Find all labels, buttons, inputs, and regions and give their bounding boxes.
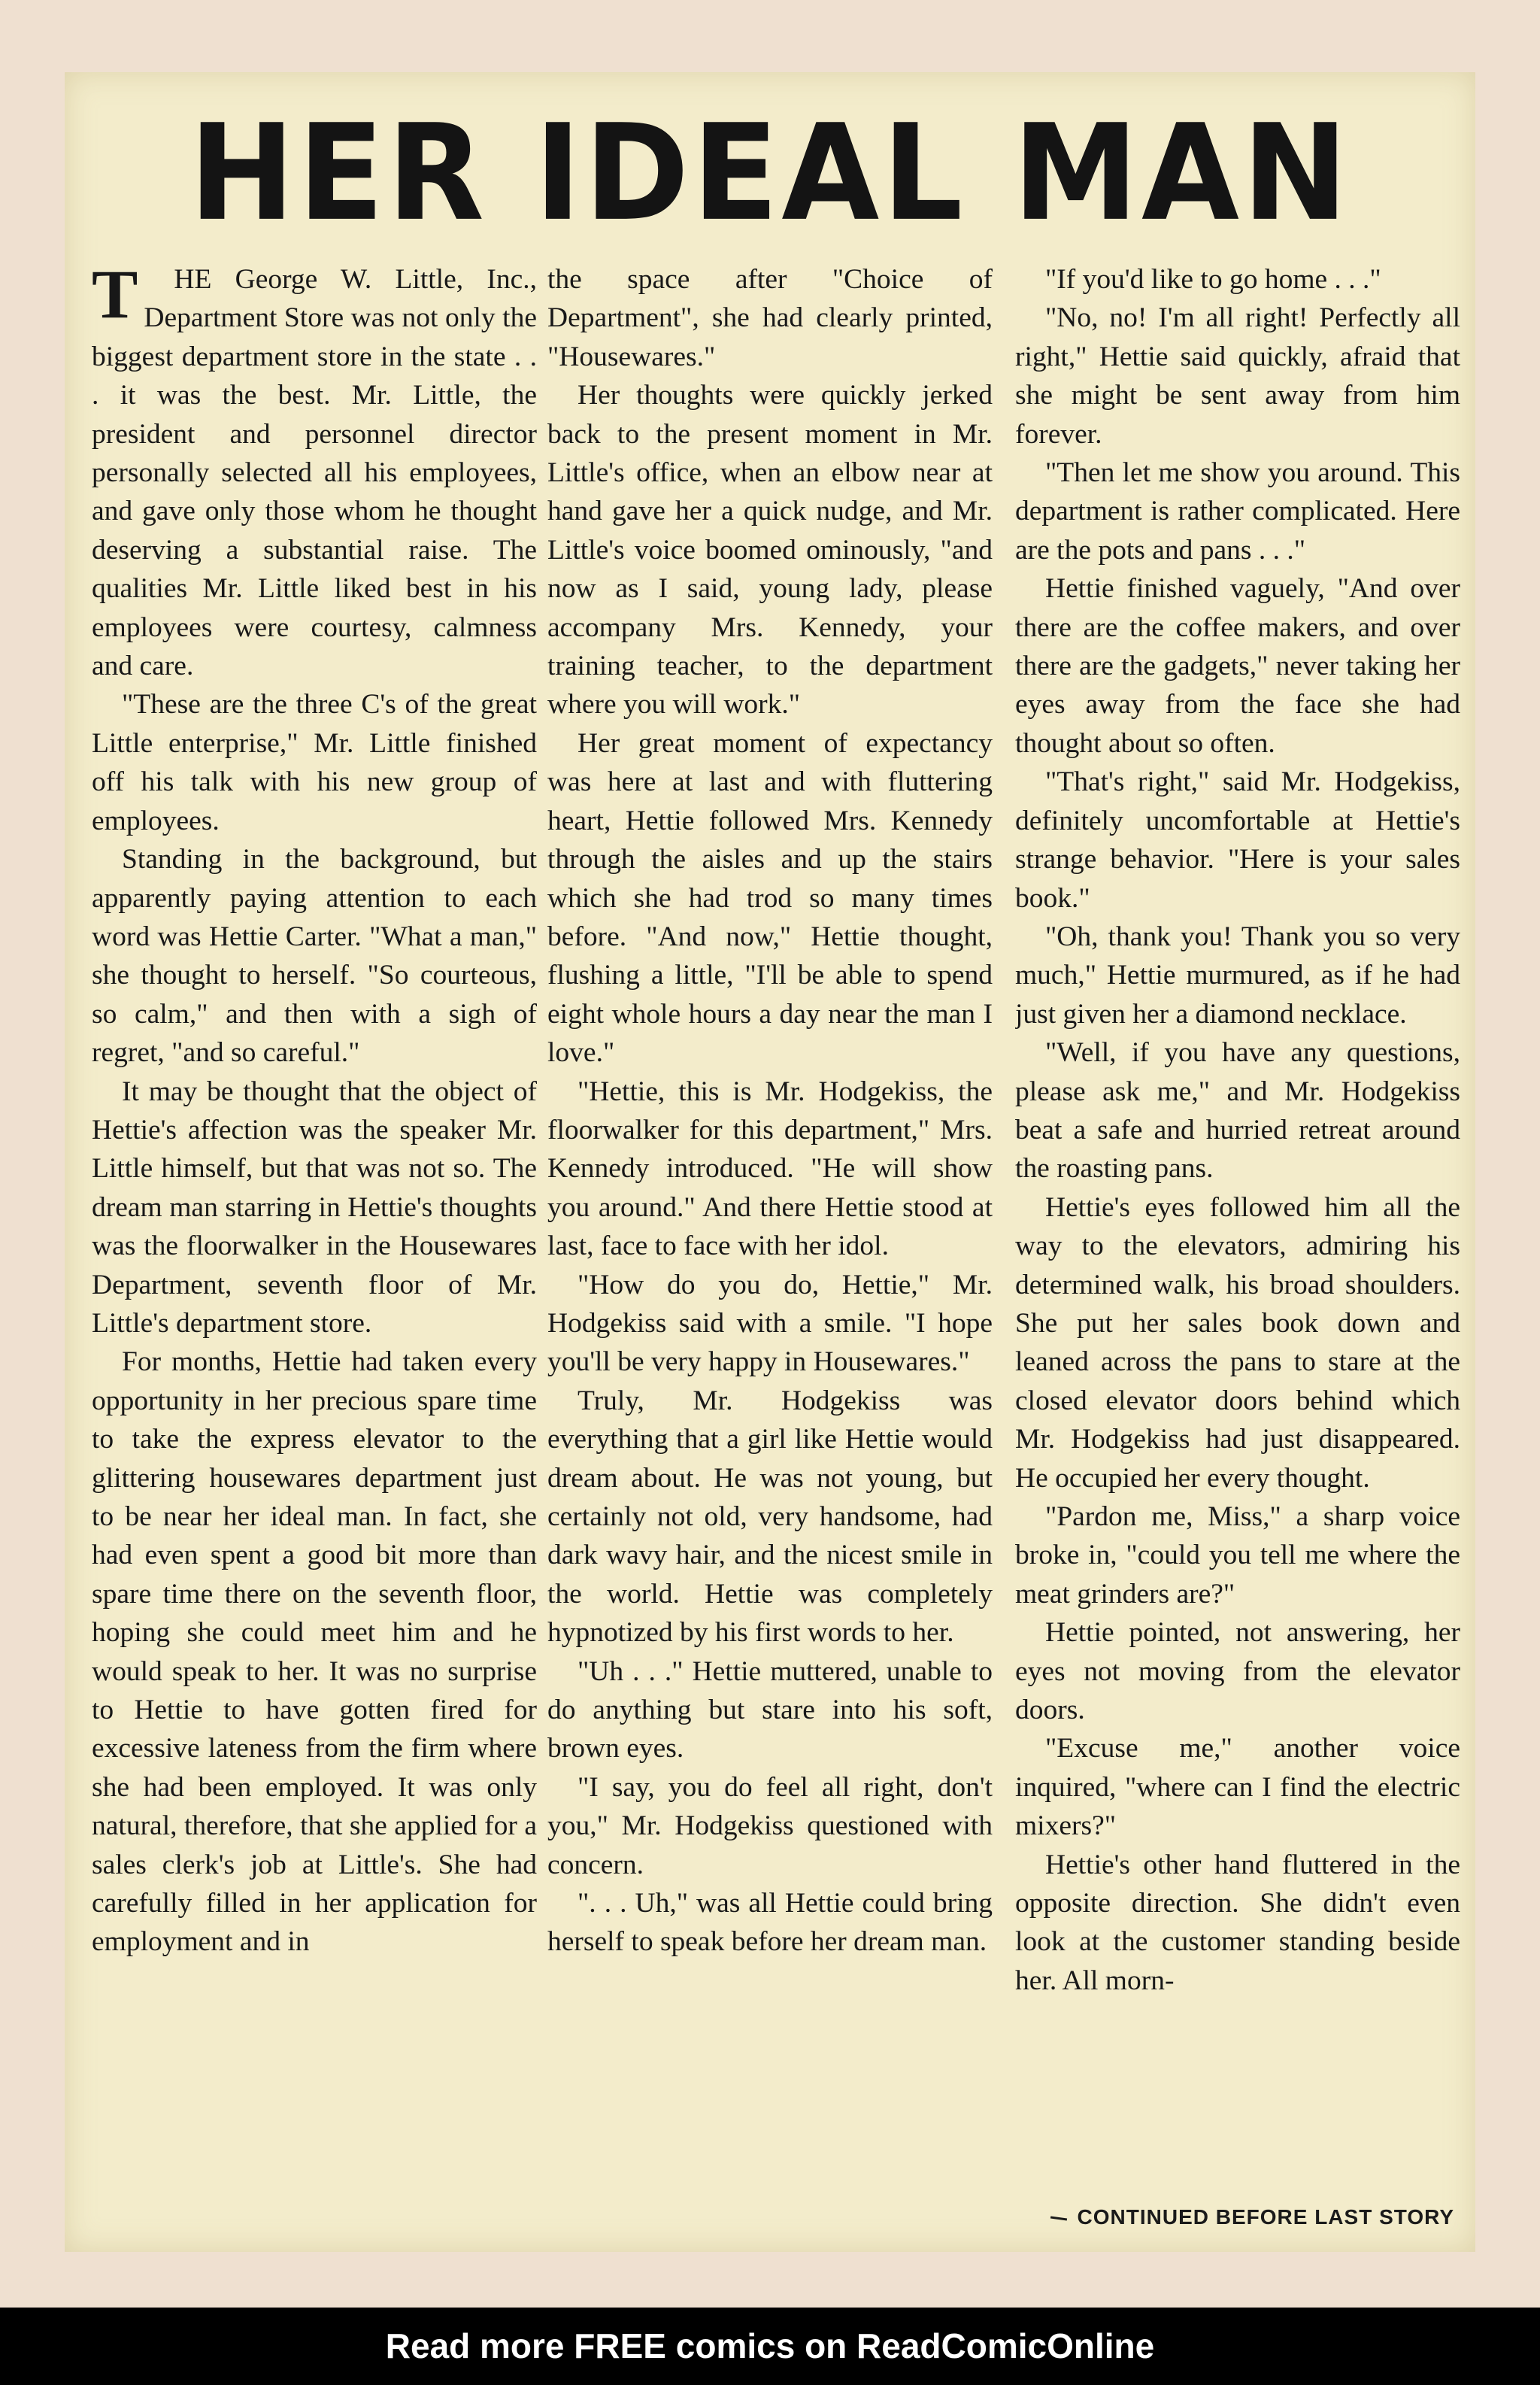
paragraph-text: HE George W. Little, Inc., Department Store was not only the biggest department store in the state . . . it was the best. Mr. Little, the president and personnel director personally selected all his employees, and gave only those whom he thought deserving a substantial raise. The qualities Mr. Little liked best in his employees were courtesy, calmness and care. [92,264,537,682]
footer-link-text[interactable]: Read more FREE comics on ReadComicOnline [385,2326,1155,2365]
paragraph: ". . . Uh," was all Hettie could bring herself to speak before her dream man. [547,1888,993,1958]
paragraph: "Then let me show you around. This department is rather complicated. Here are the pots and pans . . ." [1015,457,1460,566]
paragraph: Her great moment of expectancy was here at last and with fluttering heart, Hettie followed Mrs. Kennedy through the aisles and up the stairs which she had trod so many times before. "And now," Hettie thought, flushing a little, "I'll be able to spend eight whole hours a day near the man I love." [547,727,993,1069]
story-title: HER IDEAL MAN [189,96,1351,250]
text-column-1 [92,260,537,2231]
paragraph: "Pardon me, Miss," a sharp voice broke in, "could you tell me where the meat grinders are?" [1015,1501,1460,1610]
paragraph: Standing in the background, but apparently paying attention to each word was Hettie Carter. "What a man," she thought to herself. "So courteous, so calm," and then with a sigh of regret, "and so careful." [92,844,537,1069]
paragraph: Hettie's other hand fluttered in the opposite direction. She didn't even look at the customer standing beside her. All morn- [1015,1849,1460,1996]
paragraph: "These are the three C's of the great Little enterprise," Mr. Little finished off his talk with his new group of employees. [92,689,537,836]
paragraph [92,260,537,685]
text-column-3 [1015,260,1460,2231]
text-column-2 [547,260,993,2231]
paragraph: For months, Hettie had taken every opportunity in her precious spare time to take the express elevator to the glittering housewares department just to be near her ideal man. In fact, she had even spent a good bit more than spare time there on the seventh floor, hoping she could meet him and he would speak to her. It was no surprise to Hettie to have gotten fired for excessive lateness from the firm where she had been employed. It was only natural, therefore, that she applied for a sales clerk's job at Little's. She had carefully filled in her application for employment and in [92,1346,537,1958]
paragraph: "No, no! I'm all right! Perfectly all right," Hettie said quickly, afraid that she might be sent away from him forever. [1015,302,1460,450]
paragraph: the space after "Choice of Department", she had clearly printed, "Housewares." [547,264,993,372]
paragraph: "That's right," said Mr. Hodgekiss, definitely uncomfortable at Hettie's strange behavior. "Here is your sales book." [1015,766,1460,914]
footer-banner[interactable] [0,2308,1540,2385]
continued-text: CONTINUED BEFORE LAST STORY [1077,2205,1454,2229]
continued-note [1050,2205,1454,2229]
paragraph: Her thoughts were quickly jerked back to the present moment in Mr. Little's office, when an elbow near at hand gave her a quick nudge, and Mr. Little's voice boomed ominously, "and now as I said, young lady, please accompany Mrs. Kennedy, your training teacher, to the department where you will work." [547,380,993,721]
paragraph: "Uh . . ." Hettie muttered, unable to do anything but stare into his soft, brown eyes. [547,1655,993,1764]
paragraph: It may be thought that the object of Hettie's affection was the speaker Mr. Little himself, but that was not so. The dream man starring in Hettie's thoughts was the floorwalker in the Housewares Department, seventh floor of Mr. Little's department store. [92,1076,537,1339]
paragraph: "How do you do, Hettie," Mr. Hodgekiss said with a smile. "I hope you'll be very happy in Housewares." [547,1269,993,1378]
paragraph: Hettie's eyes followed him all the way to the elevators, admiring his determined walk, his broad shoulders. She put her sales book down and leaned across the pans to stare at the closed elevator doors behind which Mr. Hodgekiss had just disappeared. He occupied her every thought. [1015,1191,1460,1494]
dash-mark [1050,2217,1066,2221]
paragraph: Truly, Mr. Hodgekiss was everything that a girl like Hettie would dream about. He was not young, but certainly not old, very handsome, had dark wavy hair, and the nicest smile in the world. Hettie was completely hypnotized by his first words to her. [547,1385,993,1649]
paragraph: "Oh, thank you! Thank you so very much," Hettie murmured, as if he had just given her a diamond necklace. [1015,921,1460,1030]
paragraph: "Well, if you have any questions, please ask me," and Mr. Hodgekiss beat a safe and hurried retreat around the roasting pans. [1015,1037,1460,1185]
paragraph: Hettie pointed, not answering, her eyes not moving from the elevator doors. [1015,1617,1460,1726]
paragraph: "Hettie, this is Mr. Hodgekiss, the floorwalker for this department," Mrs. Kennedy introduced. "He will show you around." And there Hettie stood at last, face to face with her idol. [547,1076,993,1262]
paragraph: "If you'd like to go home . . ." [1045,264,1381,295]
text-story-panel [65,72,1475,2252]
paragraph: "Excuse me," another voice inquired, "where can I find the electric mixers?" [1015,1733,1460,1842]
drop-cap: T [92,260,138,332]
paragraph: Hettie finished vaguely, "And over there are the coffee makers, and over there are the gadgets," never taking her eyes away from the face she had thought about so often. [1015,573,1460,759]
paragraph: "I say, you do feel all right, don't you," Mr. Hodgekiss questioned with concern. [547,1771,993,1880]
